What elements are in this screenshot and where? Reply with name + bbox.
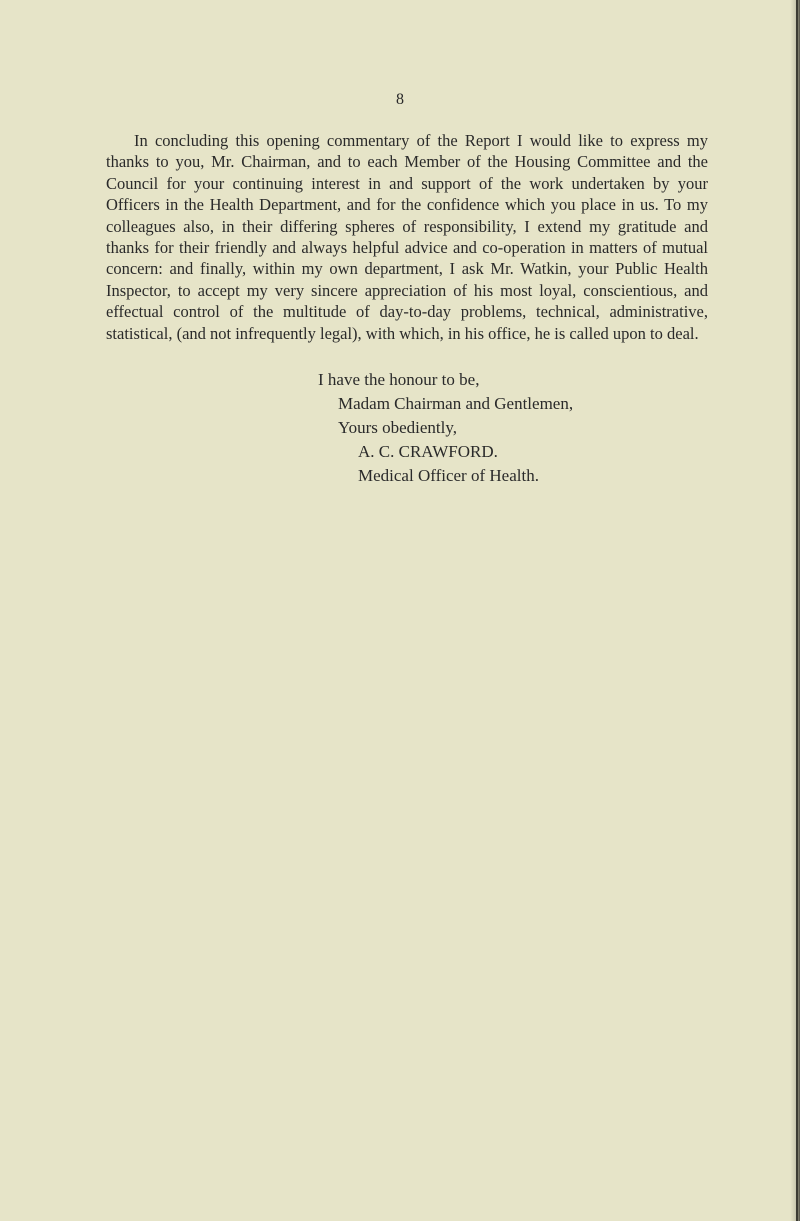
closing-addressee: Madam Chairman and Gentlemen, [338,394,574,413]
page-edge-shadow [790,0,800,1221]
closing-salutation: I have the honour to be, [318,370,480,389]
body-paragraph: In concluding this opening commentary of the Report I would like to express my thanks to you, Mr. Chairman, and to each Member of the Housing Committee and the Council for your continuing interest in and support of the work undertaken by your Officers in the Health Department, and for the confidence which you place in us. To my colleagues also, in their differing spheres of responsibility, I extend my gratitude and thanks for their friendly and always helpful advice and co-operation in matters of mutual concern: and finally, within my own department, I ask Mr. Watkin, your Public Health Inspector, to accept my very sincere appreciation of his most loyal, conscientious, and effectual control of the multitude of day-to-day problems, technical, administrative, statistical, (and not infrequently legal), with which, in his office, he is called upon to deal. [106,131,708,343]
closing-valediction: Yours obediently, [338,418,458,437]
signatory-name: A. C. CRAWFORD. [358,442,498,461]
signatory-title: Medical Officer of Health. [358,466,539,485]
page-number: 8 [396,91,404,108]
page-edge-line [796,0,798,1221]
